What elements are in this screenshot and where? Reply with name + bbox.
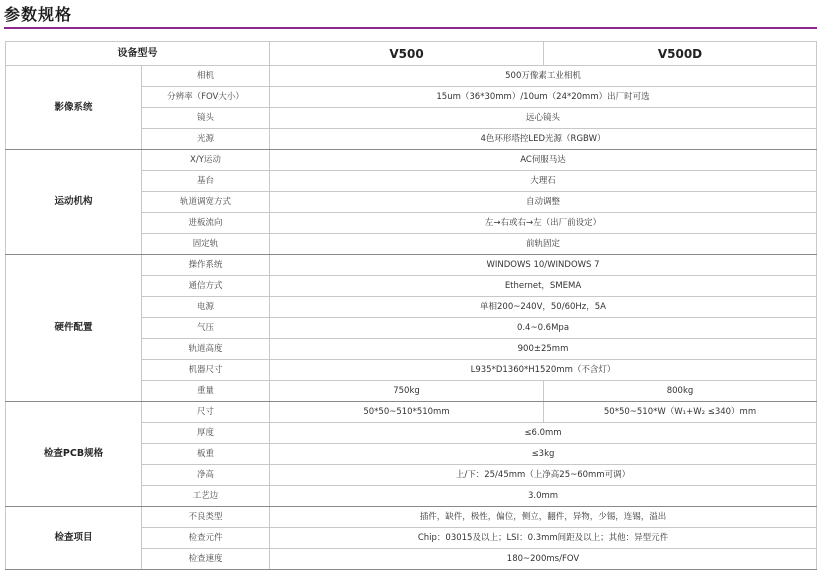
value-cell: 4色环形塔控LED光源（RGBW）	[270, 129, 817, 150]
item-cell: 电源	[142, 297, 270, 318]
item-cell: 光源	[142, 129, 270, 150]
item-cell: 进板流向	[142, 213, 270, 234]
spec-row	[6, 507, 817, 528]
item-cell: 重量	[142, 381, 270, 402]
item-cell: 机器尺寸	[142, 360, 270, 381]
header-model-v500: V500	[270, 42, 544, 66]
item-cell: 轨道调宽方式	[142, 192, 270, 213]
value-cell-v500d: 50*50~510*W（W₁+W₂ ≤340）mm	[544, 402, 817, 423]
category-cell: 运动机构	[6, 150, 142, 255]
item-cell: X/Y运动	[142, 150, 270, 171]
item-cell: 尺寸	[142, 402, 270, 423]
value-cell: 900±25mm	[270, 339, 817, 360]
value-cell: 3.0mm	[270, 486, 817, 507]
value-cell: 远心镜头	[270, 108, 817, 129]
value-cell: L935*D1360*H1520mm（不含灯）	[270, 360, 817, 381]
value-cell: 500万像素工业相机	[270, 66, 817, 87]
value-cell: 180~200ms/FOV	[270, 549, 817, 570]
page-title: 参数规格	[4, 5, 73, 24]
item-cell: 不良类型	[142, 507, 270, 528]
item-cell: 分辨率（FOV大小）	[142, 87, 270, 108]
item-cell: 镜头	[142, 108, 270, 129]
title-divider	[4, 27, 817, 29]
value-cell: 大理石	[270, 171, 817, 192]
item-cell: 检查速度	[142, 549, 270, 570]
category-cell: 硬件配置	[6, 255, 142, 402]
value-cell: 左→右或右→左（出厂前设定）	[270, 213, 817, 234]
category-cell: 检查项目	[6, 507, 142, 570]
value-cell: AC伺服马达	[270, 150, 817, 171]
value-cell: 插件，缺件，极性，偏位，侧立，翻件，异物，少锡，连锡，溢出	[270, 507, 817, 528]
value-cell: 前轨固定	[270, 234, 817, 255]
spec-row	[6, 66, 817, 87]
header-model-v500d: V500D	[544, 42, 817, 66]
item-cell: 检查元件	[142, 528, 270, 549]
spec-row	[6, 150, 817, 171]
item-cell: 基台	[142, 171, 270, 192]
value-cell-v500: 750kg	[270, 381, 544, 402]
spec-row	[6, 255, 817, 276]
value-cell: 单相200~240V，50/60Hz，5A	[270, 297, 817, 318]
category-cell: 检查PCB规格	[6, 402, 142, 507]
value-cell: 0.4~0.6Mpa	[270, 318, 817, 339]
item-cell: 通信方式	[142, 276, 270, 297]
item-cell: 操作系统	[142, 255, 270, 276]
value-cell: 自动调整	[270, 192, 817, 213]
item-cell: 气压	[142, 318, 270, 339]
value-cell: Ethernet，SMEMA	[270, 276, 817, 297]
header-row	[6, 42, 817, 66]
value-cell-v500: 50*50~510*510mm	[270, 402, 544, 423]
item-cell: 轨道高度	[142, 339, 270, 360]
category-cell: 影像系统	[6, 66, 142, 150]
value-cell: 上/下：25/45mm（上净高25~60mm可调）	[270, 465, 817, 486]
value-cell-v500d: 800kg	[544, 381, 817, 402]
item-cell: 板重	[142, 444, 270, 465]
header-model-label: 设备型号	[6, 42, 270, 66]
value-cell: ≤3kg	[270, 444, 817, 465]
value-cell: ≤6.0mm	[270, 423, 817, 444]
spec-row	[6, 402, 817, 423]
spec-table	[5, 41, 817, 570]
item-cell: 固定轨	[142, 234, 270, 255]
value-cell: WINDOWS 10/WINDOWS 7	[270, 255, 817, 276]
item-cell: 厚度	[142, 423, 270, 444]
item-cell: 相机	[142, 66, 270, 87]
value-cell: Chip：03015及以上；LSI：0.3mm间距及以上；其他：异型元件	[270, 528, 817, 549]
item-cell: 净高	[142, 465, 270, 486]
value-cell: 15um（36*30mm）/10um（24*20mm）出厂时可选	[270, 87, 817, 108]
item-cell: 工艺边	[142, 486, 270, 507]
